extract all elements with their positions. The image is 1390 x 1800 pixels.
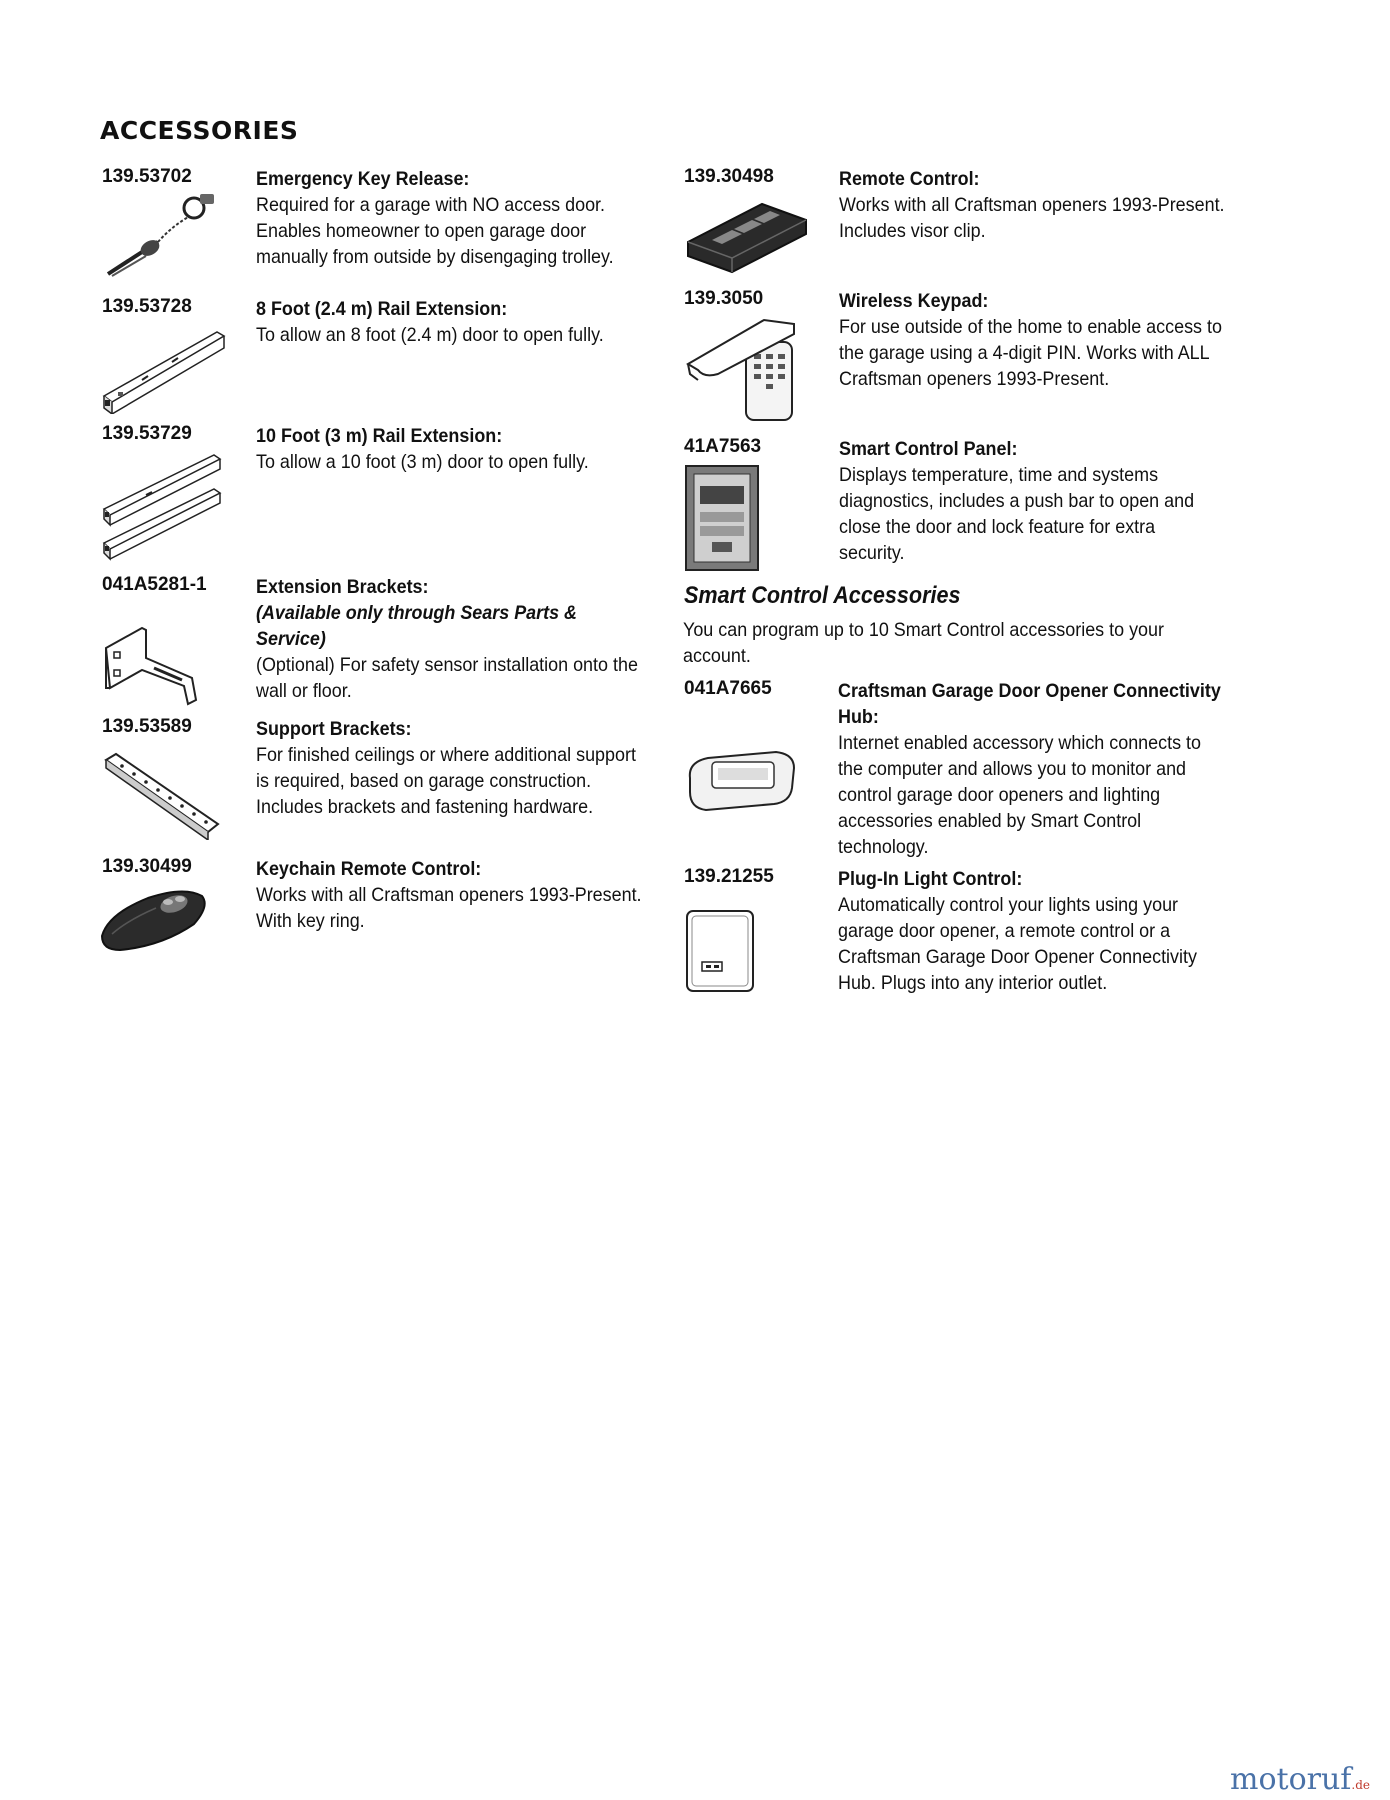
- section-intro: You can program up to 10 Smart Control accessories to your account.: [683, 619, 1164, 667]
- item-name: 8 Foot (2.4 m) Rail Extension:: [256, 298, 508, 320]
- accessory-item: [684, 166, 1264, 286]
- item-name: Craftsman Garage Door Opener Connectivity Hub:: [838, 680, 1221, 728]
- part-number: 139.53729: [102, 423, 192, 444]
- item-name: Support Brackets:: [256, 718, 412, 740]
- item-name: 10 Foot (3 m) Rail Extension:: [256, 425, 503, 447]
- item-name: Keychain Remote Control:: [256, 858, 482, 880]
- item-note: (Available only through Sears Parts & Service): [256, 602, 578, 650]
- smart-control-panel-icon: [684, 464, 760, 572]
- key-release-icon: [102, 186, 222, 286]
- part-number: 041A5281-1: [102, 574, 207, 595]
- item-name: Smart Control Panel:: [839, 438, 1018, 460]
- remote-control-icon: [684, 194, 809, 279]
- section-heading: Smart Control Accessories: [684, 582, 961, 609]
- item-name: Emergency Key Release:: [256, 168, 470, 190]
- page-title: ACCESSORIES: [100, 116, 299, 145]
- wireless-keypad-icon: [684, 314, 804, 424]
- item-name: Wireless Keypad:: [839, 290, 989, 312]
- watermark-logo: motoruf.de: [1230, 1762, 1371, 1797]
- extension-bracket-icon: [102, 618, 202, 708]
- part-number: 41A7563: [684, 436, 762, 457]
- accessory-item: [684, 678, 1264, 868]
- accessory-item: [102, 423, 662, 563]
- part-number: 139.3050: [684, 288, 764, 309]
- part-number: 139.30498: [684, 166, 774, 187]
- part-number: 139.53728: [102, 296, 192, 317]
- accessory-item: [102, 574, 662, 704]
- rail-extension-double-icon: [102, 451, 227, 561]
- part-number: 139.53589: [102, 716, 192, 737]
- item-description: To allow an 8 foot (2.4 m) door to open fully.: [256, 324, 604, 346]
- keychain-remote-icon: [98, 884, 213, 954]
- accessory-item: [102, 296, 662, 416]
- item-description: Required for a garage with NO access door. Enables homeowner to open garage door manually from outside by disengaging trolley.: [256, 194, 614, 268]
- item-description: Works with all Craftsman openers 1993-Present. Includes visor clip.: [839, 194, 1225, 242]
- item-description: To allow a 10 foot (3 m) door to open fully.: [256, 451, 589, 473]
- light-control-icon: [684, 908, 756, 994]
- part-number: 139.30499: [102, 856, 192, 877]
- item-description: Automatically control your lights using your garage door opener, a remote control or a Craftsman Garage Door Opener Connectivity Hub. Plugs into any interior outlet.: [838, 894, 1197, 994]
- accessory-item: [102, 716, 662, 846]
- support-bracket-icon: [102, 750, 222, 840]
- item-description: Internet enabled accessory which connects to the computer and allows you to monitor and control garage door openers and lighting accessories enabled by Smart Control technology.: [838, 732, 1201, 858]
- item-description: (Optional) For safety sensor installation onto the wall or floor.: [256, 654, 638, 702]
- rail-extension-icon: [102, 324, 227, 414]
- item-description: Works with all Craftsman openers 1993-Present. With key ring.: [256, 884, 642, 932]
- item-description: Displays temperature, time and systems diagnostics, includes a push bar to open and close the door and lock feature for extra security.: [839, 464, 1195, 564]
- item-name: Extension Brackets:: [256, 576, 429, 598]
- item-description: For use outside of the home to enable access to the garage using a 4-digit PIN. Works with ALL Craftsman openers 1993-Present.: [839, 316, 1222, 390]
- accessory-item: [684, 866, 1264, 1006]
- accessory-item: [102, 856, 662, 966]
- part-number: 139.21255: [684, 866, 774, 887]
- part-number: 139.53702: [102, 166, 192, 187]
- part-number: 041A7665: [684, 678, 772, 699]
- accessory-item: [684, 288, 1264, 428]
- item-name: Plug-In Light Control:: [838, 868, 1023, 890]
- connectivity-hub-icon: [684, 748, 799, 813]
- item-description: For finished ceilings or where additional support is required, based on garage construction. Includes brackets and fastening hardware.: [256, 744, 636, 818]
- accessory-item: [684, 436, 1264, 576]
- item-name: Remote Control:: [839, 168, 980, 190]
- accessory-item: [102, 166, 662, 286]
